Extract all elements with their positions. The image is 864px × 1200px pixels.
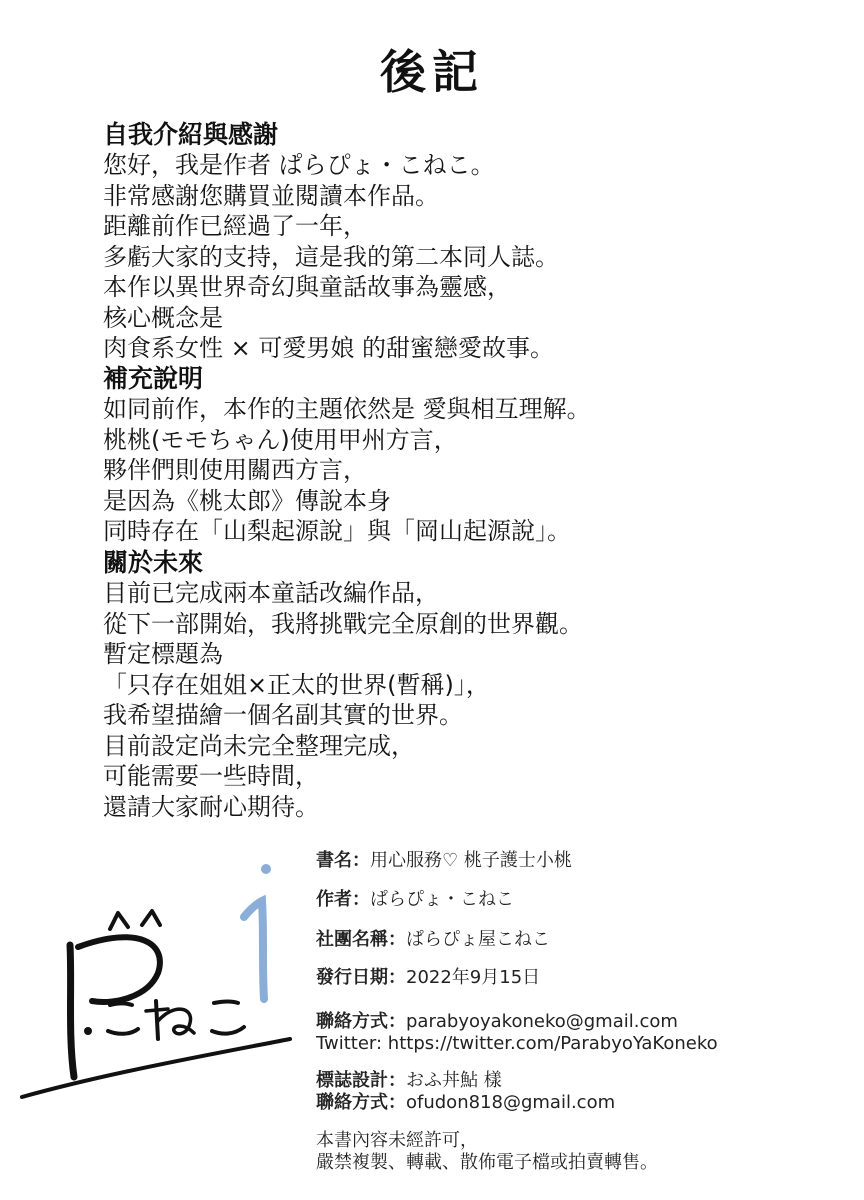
colophon-circle-row (316, 929, 550, 951)
date-value: 2022年9月15日 (406, 967, 541, 988)
body-line: 如同前作，本作的主題依然是 愛與相互理解。 (103, 395, 591, 423)
page-title: 後記 (380, 45, 484, 99)
colophon-twitter-row: Twitter: https://twitter.com/ParabyoYaKoneko (316, 1033, 718, 1054)
body-line: 夥伴們則使用關西方言， (103, 456, 367, 484)
body-line: 肉食系女性 × 可愛男娘 的甜蜜戀愛故事。 (103, 334, 554, 362)
logo-contact-email: ofudon818@gmail.com (406, 1092, 616, 1113)
author-value: ぱらぴょ・こねこ (370, 889, 514, 910)
circle-value: ぱらぴょ屋こねこ (406, 929, 550, 950)
book-title-label: 書名： (316, 850, 370, 871)
circle-label: 社團名稱： (316, 929, 406, 950)
colophon-date-row (316, 967, 540, 989)
body-line: 您好，我是作者 ぱらぴょ・こねこ。 (103, 151, 495, 179)
body-line: 我希望描繪一個名副其實的世界。 (103, 701, 463, 729)
section-supplement (103, 364, 843, 547)
author-label: 作者： (316, 889, 370, 910)
colophon-book-row (316, 850, 572, 872)
colophon-contact-row (316, 1011, 678, 1033)
section-heading: 補充說明 (103, 364, 204, 393)
copyright-notice-line: 嚴禁複製、轉載、散佈電子檔或拍賣轉售。 (316, 1152, 658, 1173)
contact-label: 聯絡方式： (316, 1011, 406, 1032)
body-line: 目前已完成兩本童話改編作品， (103, 579, 439, 607)
body-line: 距離前作已經過了一年， (103, 212, 367, 240)
contact-email: parabyoyakoneko@gmail.com (406, 1011, 678, 1032)
body-line: 暫定標題為 (103, 640, 223, 668)
body-line: 目前設定尚未完全整理完成， (103, 731, 415, 760)
body-line: 是因為《桃太郎》傳說本身 (103, 486, 391, 515)
section-heading: 自我介紹與感謝 (103, 120, 279, 149)
logo-design-value: おふ丼鮎 樣 (406, 1070, 502, 1091)
logo-design-label: 標誌設計： (316, 1070, 406, 1091)
body-line: 同時存在「山梨起源說」與「岡山起源說」。 (103, 517, 571, 545)
colophon-logo-design-row (316, 1070, 502, 1092)
body-line: 非常感謝您購買並閱讀本作品。 (103, 181, 439, 210)
logo-contact-label: 聯絡方式： (316, 1092, 406, 1113)
body-line: 「只存在姐姐×正太的世界(暫稱)」， (103, 670, 490, 699)
section-heading: 關於未來 (103, 548, 204, 577)
circle-logo-icon (18, 855, 318, 1115)
copyright-notice-line: 本書內容未經許可， (316, 1130, 478, 1151)
colophon-logo-contact-row (316, 1092, 615, 1114)
body-line: 本作以異世界奇幻與童話故事為靈感， (103, 273, 511, 301)
date-label: 發行日期： (316, 967, 406, 988)
body-line: 桃桃(モモちゃん)使用甲州方言， (103, 425, 458, 454)
body-line: 可能需要一些時間， (103, 762, 319, 790)
colophon-author-row (316, 889, 514, 911)
body-line: 還請大家耐心期待。 (103, 792, 319, 821)
book-title-value: 用心服務♡ 桃子護士小桃 (370, 850, 572, 871)
body-line: 核心概念是 (103, 303, 223, 332)
body-line: 從下一部開始，我將挑戰完全原創的世界觀。 (103, 609, 583, 638)
section-introduction (103, 120, 843, 364)
body-line: 多虧大家的支持，這是我的第二本同人誌。 (103, 242, 559, 271)
section-future (103, 548, 843, 822)
